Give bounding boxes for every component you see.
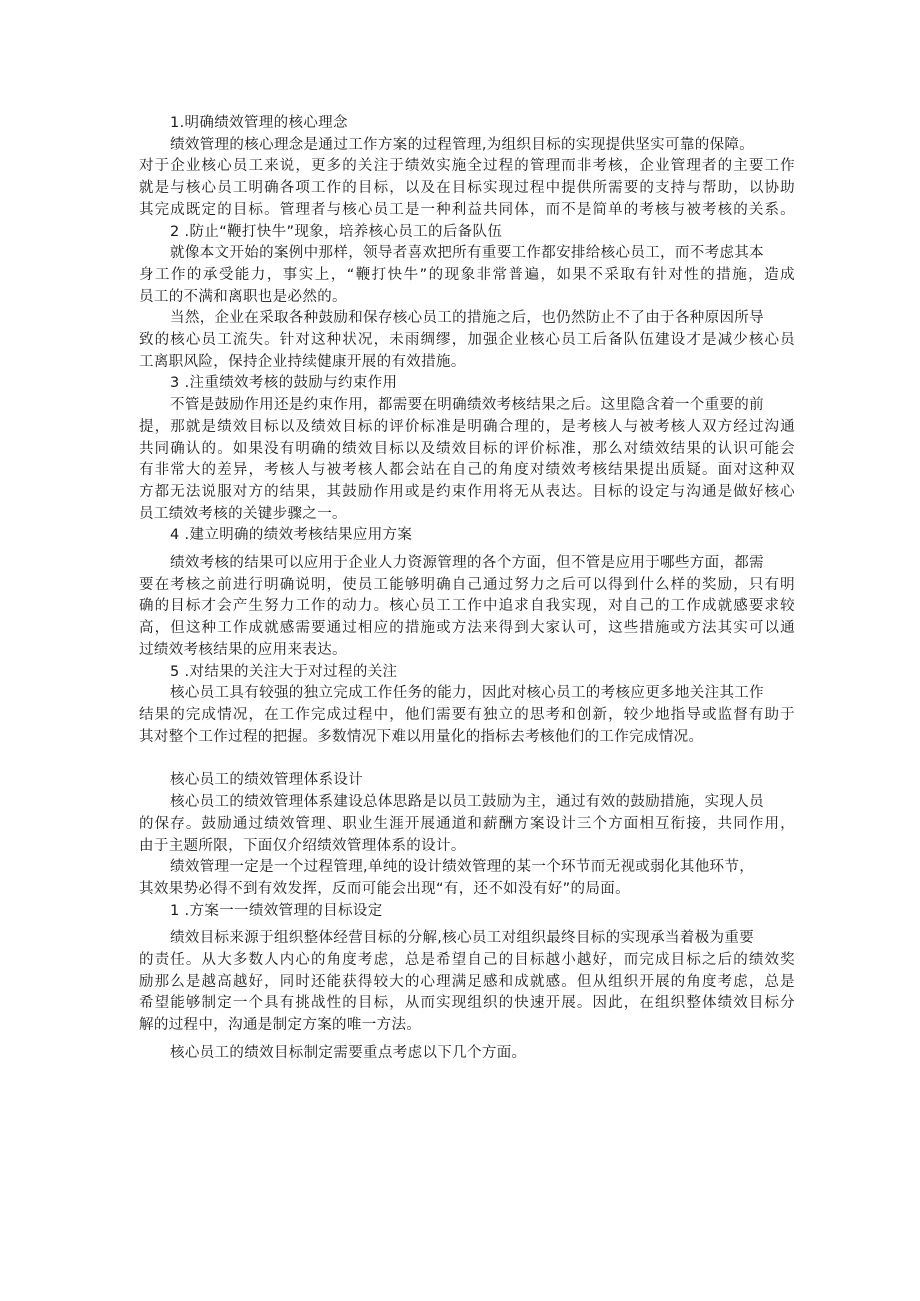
paragraph — [139, 857, 795, 900]
text-line: 由于主题所限，下面仅介绍绩效管理体系的设计。 — [139, 837, 466, 854]
document-page — [139, 113, 795, 1065]
text-line: 对于企业核心员工来说，更多的关注于绩效实施全过程的管理而非考核，企业管理者的主要工作 — [139, 158, 795, 175]
paragraph — [139, 243, 795, 308]
text-line: 绩效目标来源于组织整体经营目标的分解,核心员工对组织最终目标的实现承当着极为重要 — [170, 930, 755, 947]
paragraph — [139, 553, 795, 662]
section-heading: 3 .注重绩效考核的鼓励与约束作用 — [170, 375, 398, 392]
text-line: 高，但这种工作成就感需要通过相应的措施或方法来得到大家认可，这些措施或方法其实可以通 — [139, 620, 795, 637]
text-line: 提，那就是绩效目标以及绩效目标的评价标准是明确合理的，是考核人与被考核人双方经过沟通 — [139, 418, 795, 435]
text-line: 就像本文开始的案例中那样，领导者喜欢把所有重要工作都安排给核心员工，而不考虑其本 — [170, 245, 764, 262]
text-line: 确的目标才会产生努力工作的动力。核心员工工作中追求自我实现，对自己的工作成就感要求较 — [139, 598, 795, 615]
text-line: 的保存。鼓励通过绩效管理、职业生涯开展通道和薪酬方案设计三个方面相互衔接，共同作用， — [139, 815, 795, 832]
paragraph — [139, 1043, 795, 1065]
text-line: 身工作的承受能力，事实上，“鞭打快牛”的现象非常普遍，如果不采取有针对性的措施，造成 — [139, 266, 795, 283]
text-line: 绩效管理的核心理念是通过工作方案的过程管理,为组织目标的实现提供坚实可靠的保障。 — [170, 136, 755, 153]
text-line: 方都无法说服对方的结果，其鼓励作用或是约束作用将无从表达。目标的设定与沟通是做好核心 — [139, 483, 795, 500]
text-line: 绩效考核的结果可以应用于企业人力资源管理的各个方面，但不管是应用于哪些方面，都需 — [170, 555, 764, 572]
text-line: 不管是鼓励作用还是约束作用，都需要在明确绩效考核结果之后。这里隐含着一个重要的前 — [170, 397, 764, 414]
section-heading: 2 .防止“鞭打快牛”现象，培养核心员工的后备队伍 — [170, 223, 503, 240]
text-line: 核心员工的绩效管理体系建设总体思路是以员工鼓励为主，通过有效的鼓励措施，实现人员 — [170, 794, 764, 811]
text-line: 员工的不满和离职也是必然的。 — [139, 288, 347, 305]
text-line: 励那么是越高越好，同时还能获得较大的心理满足感和成就感。但从组织开展的角度考虑，总是 — [139, 973, 795, 990]
text-line: 其对整个工作过程的把握。多数情况下难以用量化的指标去考核他们的工作完成情况。 — [139, 728, 704, 745]
paragraph — [139, 395, 795, 525]
text-line: 核心员工具有较强的独立完成工作任务的能力，因此对核心员工的考核应更多地关注其工作 — [170, 685, 764, 702]
text-line: 的责任。从大多数人内心的角度考虑，总是希望自己的目标越小越好，而完成目标之后的绩效奖 — [139, 952, 795, 969]
paragraph — [139, 928, 795, 1037]
text-line: 致的核心员工流失。针对这种状况，未雨绸缪，加强企业核心员工后备队伍建设才是减少核心员 — [139, 332, 795, 349]
text-line: 有非常大的差异，考核人与被考核人都会站在自己的角度对绩效考核结果提出质疑。面对这种双 — [139, 462, 795, 479]
section-heading: 1.明确绩效管理的核心理念 — [170, 115, 348, 131]
section-heading: 4 .建立明确的绩效考核结果应用方案 — [170, 527, 413, 544]
text-line: 当然，企业在采取各种鼓励和保存核心员工的措施之后，也仍然防止不了由于各种原因所导 — [170, 310, 764, 327]
text-line: 结果的完成情况，在工作完成过程中，他们需要有独立的思考和创新，较少地指导或监督有助于 — [139, 706, 795, 723]
section-heading: 核心员工的绩效管理体系设计 — [170, 772, 364, 789]
paragraph — [139, 308, 795, 373]
text-line: 绩效管理一定是一个过程管理,单纯的设计绩效管理的某一个环节而无视或弱化其他环节， — [170, 859, 755, 876]
text-line: 其完成既定的目标。管理者与核心员工是一种利益共同体，而不是简单的考核与被考核的关系。 — [139, 201, 795, 218]
section-heading: 1 .方案一一绩效管理的目标设定 — [170, 902, 383, 919]
text-line: 要在考核之前进行明确说明，使员工能够明确自己通过努力之后可以得到什么样的奖励，只有明 — [139, 576, 795, 593]
text-line: 希望能够制定一个具有挑战性的目标，从而实现组织的快速开展。因此，在组织整体绩效目标分 — [139, 995, 795, 1012]
text-line: 其效果势必得不到有效发挥，反而可能会出现“有，还不如没有好”的局面。 — [139, 880, 630, 897]
text-line: 就是与核心员工明确各项工作的目标，以及在目标实现过程中提供所需要的支持与帮助，以协助 — [139, 180, 795, 197]
text-line: 过绩效考核结果的应用来表达。 — [139, 641, 347, 658]
text-line: 解的过程中，沟通是制定方案的唯一方法。 — [139, 1017, 422, 1034]
text-line: 共同确认的。如果没有明确的绩效目标以及绩效目标的评价标准，那么对绩效结果的认识可能会 — [139, 440, 795, 457]
text-line: 工离职风险，保持企业持续健康开展的有效措施。 — [139, 353, 466, 370]
paragraph — [139, 683, 795, 748]
text-line: 核心员工的绩效目标制定需要重点考虑以下几个方面。 — [170, 1044, 527, 1061]
text-line: 员工绩效考核的关键步骤之一。 — [139, 505, 347, 522]
paragraph — [139, 792, 795, 857]
paragraph — [139, 135, 795, 222]
section-heading: 5 .对结果的关注大于对过程的关注 — [170, 663, 398, 680]
